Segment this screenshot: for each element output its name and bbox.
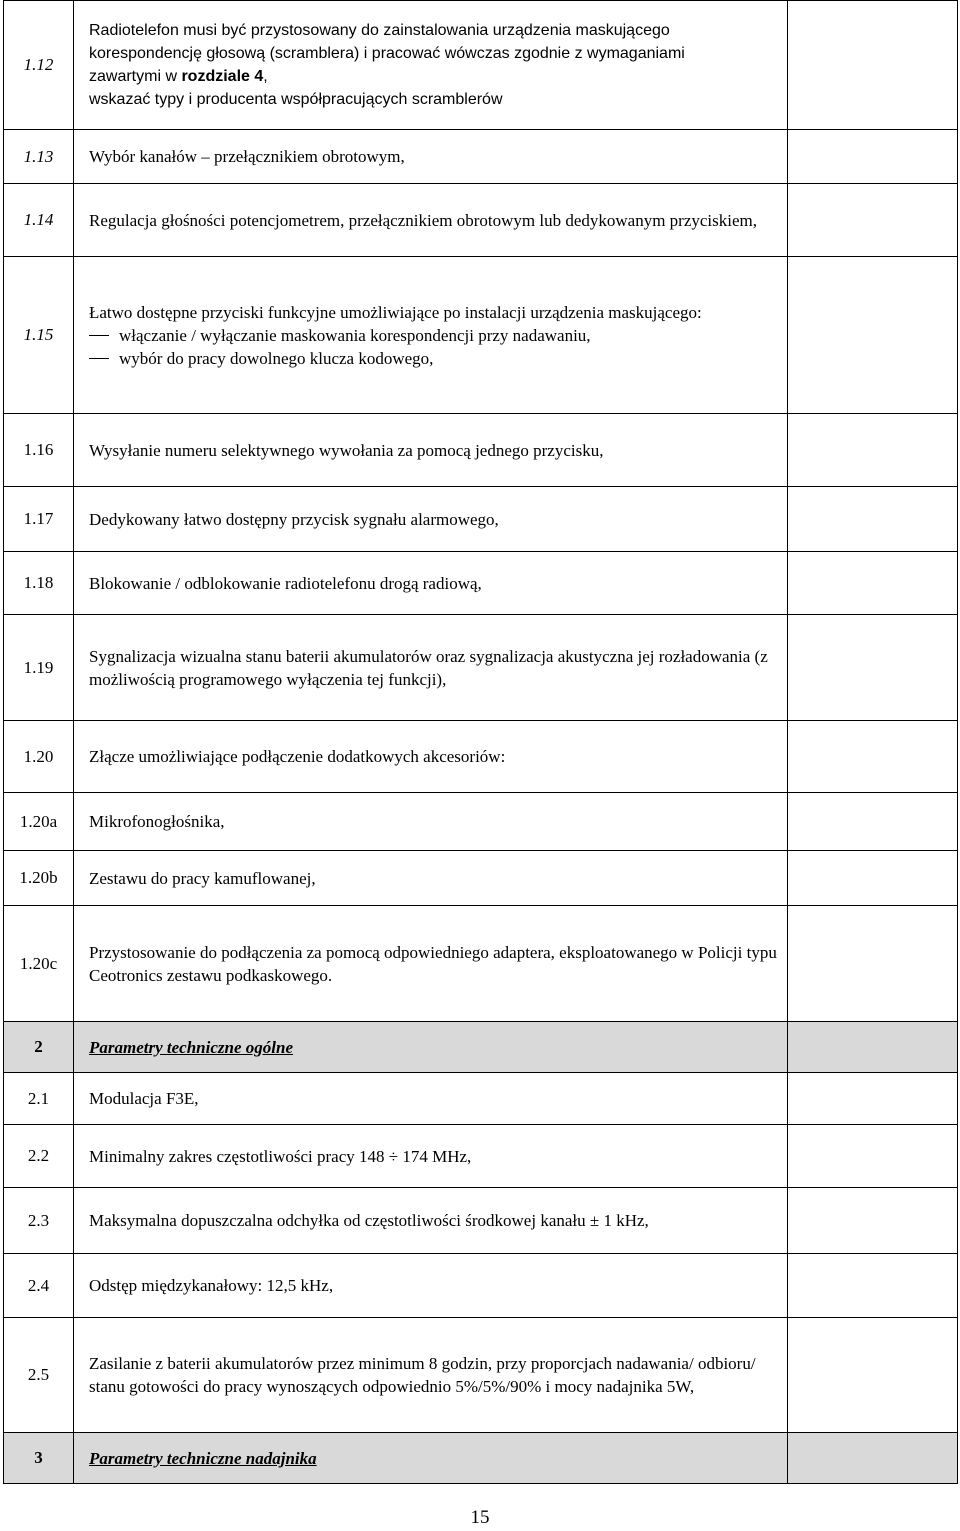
row-number: 1.18 xyxy=(4,552,74,615)
compliance-cell xyxy=(788,793,958,851)
row-description: Dedykowany łatwo dostępny przycisk sygnału alarmowego, xyxy=(74,487,788,552)
table-row xyxy=(4,851,958,906)
compliance-cell xyxy=(788,721,958,793)
row-description: Maksymalna dopuszczalna odchyłka od częstotliwości środkowej kanału ± 1 kHz, xyxy=(74,1188,788,1254)
row-description: Regulacja głośności potencjometrem, przełącznikiem obrotowym lub dedykowanym przyciskiem, xyxy=(74,184,788,257)
compliance-cell xyxy=(788,1318,958,1433)
row-number: 1.15 xyxy=(4,257,74,414)
table-row xyxy=(4,487,958,552)
row-description: Odstęp międzykanałowy: 12,5 kHz, xyxy=(74,1254,788,1318)
section-header-row xyxy=(4,1433,958,1484)
compliance-cell xyxy=(788,1433,958,1484)
table-row xyxy=(4,906,958,1022)
row-number: 1.20c xyxy=(4,906,74,1022)
compliance-cell xyxy=(788,1254,958,1318)
section-title-text: Parametry techniczne ogólne xyxy=(89,1037,293,1057)
table-row xyxy=(4,257,958,414)
chapter-reference: rozdziale 4 xyxy=(181,68,264,85)
row-number: 1.20a xyxy=(4,793,74,851)
spec-table xyxy=(3,0,958,1484)
row-description: Zasilanie z baterii akumulatorów przez minimum 8 godzin, przy proporcjach nadawania/ odbioru/ stanu gotowości do pracy wynoszących odpowiednio 5%/5%/90% i mocy nadajnika 5W, xyxy=(74,1318,788,1433)
row-number: 2.3 xyxy=(4,1188,74,1254)
row-number: 1.17 xyxy=(4,487,74,552)
description-text: zawartymi w xyxy=(89,68,182,85)
compliance-cell xyxy=(788,184,958,257)
description-text: , xyxy=(263,68,268,85)
compliance-cell xyxy=(788,1022,958,1073)
row-number: 2.2 xyxy=(4,1125,74,1188)
compliance-cell xyxy=(788,130,958,184)
dash-bullet-icon xyxy=(89,335,109,336)
row-description: Przystosowanie do podłączenia za pomocą odpowiedniego adaptera, eksploatowanego w Policji typu Ceotronics zestawu podkaskowego. xyxy=(74,906,788,1022)
description-line xyxy=(89,65,783,88)
section-header-row xyxy=(4,1022,958,1073)
table-row xyxy=(4,552,958,615)
row-number: 1.20b xyxy=(4,851,74,906)
table-row xyxy=(4,130,958,184)
table-row xyxy=(4,414,958,487)
table-row xyxy=(4,1318,958,1433)
row-number: 2.1 xyxy=(4,1073,74,1125)
row-description: Zestawu do pracy kamuflowanej, xyxy=(74,851,788,906)
table-row xyxy=(4,793,958,851)
compliance-cell xyxy=(788,615,958,721)
compliance-cell xyxy=(788,906,958,1022)
section-number: 3 xyxy=(4,1433,74,1484)
compliance-cell xyxy=(788,552,958,615)
section-title xyxy=(74,1022,788,1073)
compliance-cell xyxy=(788,487,958,552)
bullet-text: włączanie / wyłączanie maskowania korespondencji przy nadawaniu, xyxy=(119,325,591,345)
row-description xyxy=(74,257,788,414)
bullet-item xyxy=(89,347,783,370)
row-number: 1.16 xyxy=(4,414,74,487)
compliance-cell xyxy=(788,851,958,906)
compliance-cell xyxy=(788,1,958,130)
compliance-cell xyxy=(788,1188,958,1254)
row-description: Sygnalizacja wizualna stanu baterii akumulatorów oraz sygnalizacja akustyczna jej rozładowania (z możliwością programowego wyłączenia tej funkcji), xyxy=(74,615,788,721)
row-number: 1.12 xyxy=(4,1,74,130)
row-number: 1.20 xyxy=(4,721,74,793)
row-number: 2.4 xyxy=(4,1254,74,1318)
section-title-text: Parametry techniczne nadajnika xyxy=(89,1448,317,1468)
description-intro: Łatwo dostępne przyciski funkcyjne umożliwiające po instalacji urządzenia maskującego: xyxy=(89,302,702,322)
table-row xyxy=(4,1254,958,1318)
section-title xyxy=(74,1433,788,1484)
table-row xyxy=(4,184,958,257)
description-line: korespondencję głosową (scramblera) i pracować wówczas zgodnie z wymaganiami xyxy=(89,45,685,62)
dash-bullet-icon xyxy=(89,358,109,359)
compliance-cell xyxy=(788,257,958,414)
row-description: Wybór kanałów – przełącznikiem obrotowym, xyxy=(74,130,788,184)
row-number: 1.19 xyxy=(4,615,74,721)
table-row xyxy=(4,721,958,793)
row-description: Wysyłanie numeru selektywnego wywołania za pomocą jednego przycisku, xyxy=(74,414,788,487)
compliance-cell xyxy=(788,1125,958,1188)
page-number: 15 xyxy=(470,1507,490,1528)
compliance-cell xyxy=(788,1073,958,1125)
row-description: Minimalny zakres częstotliwości pracy 148 ÷ 174 MHz, xyxy=(74,1125,788,1188)
table-row xyxy=(4,1125,958,1188)
table-row xyxy=(4,1,958,130)
row-description xyxy=(74,1,788,130)
description-line: Radiotelefon musi być przystosowany do zainstalowania urządzenia maskującego xyxy=(89,22,670,39)
compliance-cell xyxy=(788,414,958,487)
table-row xyxy=(4,1188,958,1254)
table-row xyxy=(4,1073,958,1125)
row-description: Złącze umożliwiające podłączenie dodatkowych akcesoriów: xyxy=(74,721,788,793)
row-description: Modulacja F3E, xyxy=(74,1073,788,1125)
bullet-text: wybór do pracy dowolnego klucza kodowego, xyxy=(119,348,434,368)
bullet-item xyxy=(89,324,783,347)
row-number: 1.13 xyxy=(4,130,74,184)
row-description: Blokowanie / odblokowanie radiotelefonu drogą radiową, xyxy=(74,552,788,615)
section-number: 2 xyxy=(4,1022,74,1073)
row-number: 2.5 xyxy=(4,1318,74,1433)
row-number: 1.14 xyxy=(4,184,74,257)
table-row xyxy=(4,615,958,721)
description-line: wskazać typy i producenta współpracujących scramblerów xyxy=(89,91,503,108)
row-description: Mikrofonogłośnika, xyxy=(74,793,788,851)
